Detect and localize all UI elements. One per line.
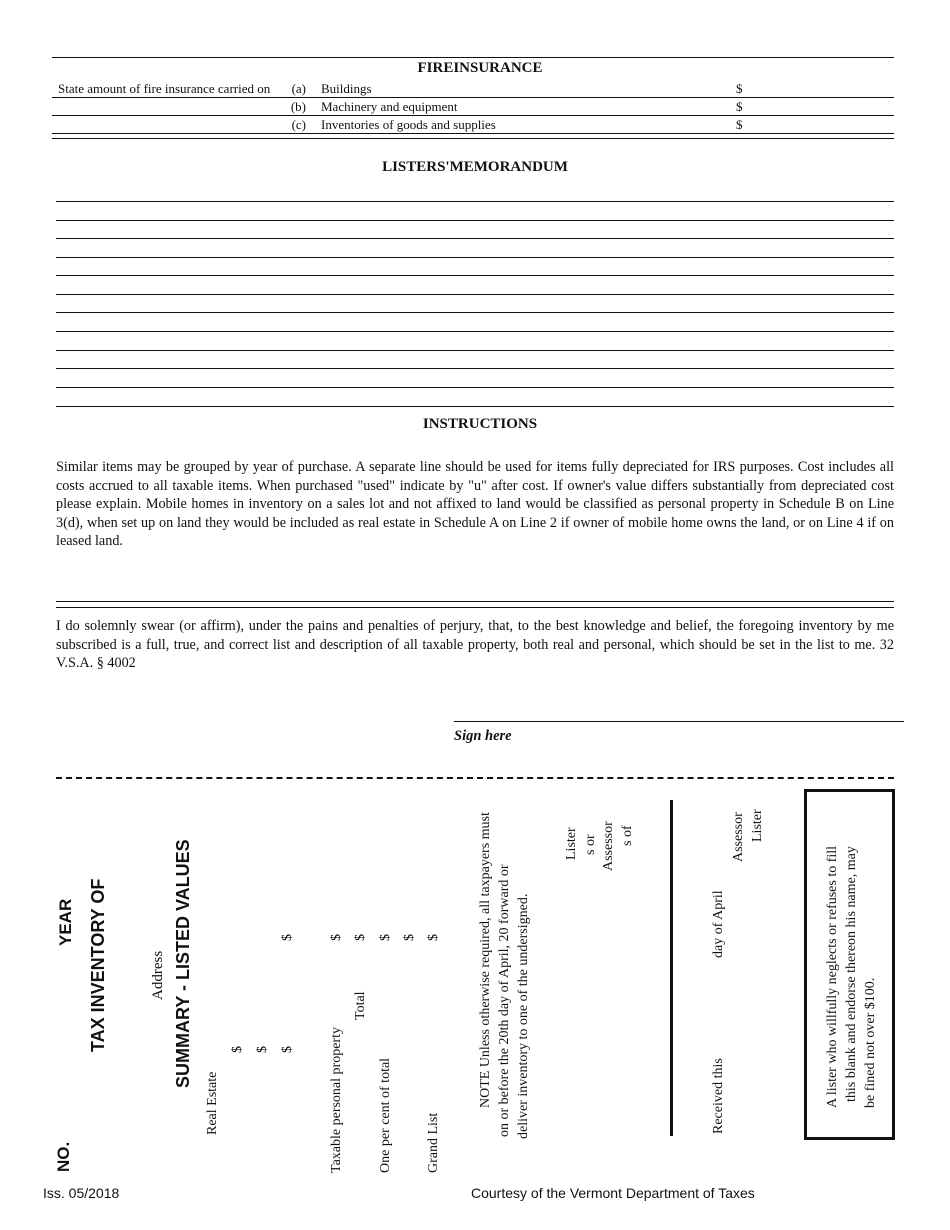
assessor-label: Assessor — [731, 812, 746, 862]
fire-row-a-currency: $ — [736, 81, 743, 96]
memo-line[interactable] — [56, 220, 894, 221]
stub-year-label: YEAR — [56, 898, 75, 946]
grand-list-currency: $ — [426, 934, 441, 941]
top-rule — [52, 57, 894, 58]
fire-row-c-line[interactable] — [52, 133, 894, 134]
real-estate-currency-3: $ — [280, 1046, 295, 1053]
oath-rule-top — [56, 601, 894, 602]
memorandum-title: LISTERS'MEMORANDUM — [382, 159, 568, 175]
fire-row-a-line[interactable] — [52, 97, 894, 98]
fire-row-c-currency: $ — [736, 117, 743, 132]
note-line-2: on or before the 20th day of April, 20 forward or — [497, 864, 512, 1137]
address-label: Address — [150, 950, 166, 1000]
memo-line[interactable] — [56, 406, 894, 407]
fire-row-a-label: Buildings — [321, 81, 372, 96]
total-label: Total — [353, 991, 368, 1020]
signature-line[interactable] — [454, 721, 904, 722]
memo-line[interactable] — [56, 201, 894, 202]
warning-line-3: be fined not over $100. — [863, 977, 878, 1108]
one-percent-currency: $ — [378, 934, 393, 941]
taxable-personal-currency: $ — [329, 934, 344, 941]
sign-here-label: Sign here — [454, 728, 512, 744]
note-line-3: deliver inventory to one of the undersigned. — [516, 893, 531, 1139]
received-this-label: Received this — [711, 1058, 726, 1134]
memo-line[interactable] — [56, 257, 894, 258]
fire-row-c-key: (c) — [291, 117, 306, 132]
memo-line[interactable] — [56, 294, 894, 295]
stub-number-label: NO. — [54, 1141, 73, 1172]
memo-line[interactable] — [56, 312, 894, 313]
fire-insurance-bottom-rule — [52, 138, 894, 139]
oath-text: I do solemnly swear (or affirm), under the pains and penalties of perjury, that, to the best knowledge and belief, the foregoing inventory by me subscribed is a full, true, and correct list and description of all taxable property, both real and personal, which should be set in the list to me. 32 V.S.A. § 4002 — [56, 618, 894, 672]
warning-line-1: A lister who willfully neglects or refuses to fill — [825, 845, 840, 1108]
taxable-personal-label: Taxable personal property — [329, 1027, 344, 1173]
listers-word-3: Assessor — [601, 821, 616, 871]
warning-line-2: this blank and endorse thereon his name, may — [844, 846, 859, 1102]
memo-line[interactable] — [56, 238, 894, 239]
real-estate-total-currency: $ — [280, 934, 295, 941]
instructions-text: Similar items may be grouped by year of purchase. A separate line should be used for items fully depreciated for IRS purposes. Cost includes all costs accrued to all taxable items. When purchased "used" indicate by "u" after cost. If owner's value differs substantially from depreciated cost please explain. Mobile homes in inventory on a sales lot and not affixed to land would be classified as personal property in Schedule B on Line 3(d), when set up on land they would be included as real estate in Schedule A on Line 2 if owner of mobile home owns the land, or on Line 4 if on leased land. — [56, 459, 894, 550]
memo-line[interactable] — [56, 275, 894, 276]
listers-word-4: s of — [620, 825, 635, 846]
real-estate-label: Real Estate — [205, 1071, 220, 1135]
note-line-1: NOTE Unless otherwise required, all taxpayers must — [478, 812, 493, 1108]
extra-currency: $ — [402, 934, 417, 941]
fire-insurance-lead: State amount of fire insurance carried on — [58, 81, 271, 96]
real-estate-currency-2: $ — [255, 1046, 270, 1053]
fire-row-b-key: (b) — [290, 99, 306, 114]
real-estate-currency-1: $ — [230, 1046, 245, 1053]
lister-label: Lister — [750, 809, 765, 842]
fire-row-b-line[interactable] — [52, 115, 894, 116]
memo-line[interactable] — [56, 387, 894, 388]
courtesy-note: Courtesy of the Vermont Department of Taxes — [471, 1185, 755, 1201]
day-of-april-label: day of April — [711, 890, 726, 958]
memo-line[interactable] — [56, 350, 894, 351]
fire-row-a-key: (a) — [291, 81, 306, 96]
stub-divider — [670, 800, 673, 1136]
tear-line — [56, 777, 894, 779]
tax-inventory-of-label: TAX INVENTORY OF — [88, 878, 108, 1052]
total-currency: $ — [353, 934, 368, 941]
issue-date: Iss. 05/2018 — [43, 1185, 120, 1201]
memo-line[interactable] — [56, 368, 894, 369]
fire-row-b-currency: $ — [736, 99, 743, 114]
oath-rule-bottom — [56, 607, 894, 608]
memo-line[interactable] — [56, 331, 894, 332]
summary-title: SUMMARY - LISTED VALUES — [173, 839, 193, 1088]
fire-insurance-title: FIREINSURANCE — [417, 60, 543, 76]
fire-row-c-label: Inventories of goods and supplies — [321, 117, 496, 132]
fire-row-b-label: Machinery and equipment — [321, 99, 458, 114]
one-percent-label: One per cent of total — [378, 1057, 393, 1173]
instructions-title: INSTRUCTIONS — [422, 416, 538, 432]
grand-list-label: Grand List — [426, 1112, 441, 1173]
listers-word-1: Lister — [564, 827, 579, 860]
listers-word-2: s or — [583, 834, 598, 855]
